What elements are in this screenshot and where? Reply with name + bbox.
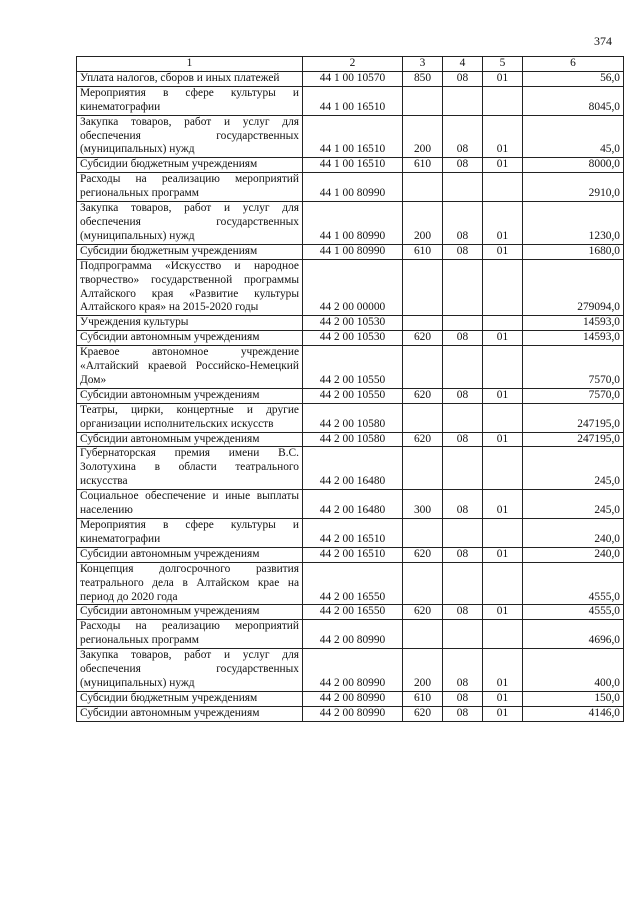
column-header: 5 — [483, 57, 523, 72]
row-c4-cell: 08 — [443, 202, 483, 245]
row-code-cell: 44 2 00 10550 — [303, 388, 403, 403]
row-c3-cell — [403, 86, 443, 115]
row-name-cell: Расходы на реализацию мероприятий региональных программ — [77, 173, 303, 202]
row-name-cell: Субсидии бюджетным учреждениям — [77, 691, 303, 706]
row-c3-cell — [403, 316, 443, 331]
row-c5-cell: 01 — [483, 115, 523, 158]
row-code-cell: 44 2 00 80990 — [303, 620, 403, 649]
row-c3-cell — [403, 403, 443, 432]
row-c5-cell: 01 — [483, 71, 523, 86]
table-row — [77, 86, 624, 115]
row-name-cell: Мероприятия в сфере культуры и кинематографии — [77, 519, 303, 548]
row-c4-cell — [443, 562, 483, 605]
row-c3-cell: 620 — [403, 605, 443, 620]
row-c3-cell — [403, 620, 443, 649]
row-name-cell: Субсидии автономным учреждениям — [77, 388, 303, 403]
row-c4-cell: 08 — [443, 605, 483, 620]
row-c5-cell — [483, 562, 523, 605]
table-row — [77, 403, 624, 432]
row-amount-cell: 240,0 — [523, 547, 624, 562]
row-code-cell: 44 2 00 80990 — [303, 706, 403, 721]
row-name-cell: Субсидии автономным учреждениям — [77, 432, 303, 447]
table-row — [77, 605, 624, 620]
row-c5-cell: 01 — [483, 432, 523, 447]
row-c4-cell — [443, 86, 483, 115]
row-c5-cell — [483, 86, 523, 115]
row-c4-cell — [443, 316, 483, 331]
row-name-cell: Мероприятия в сфере культуры и кинематографии — [77, 86, 303, 115]
row-name-cell: Расходы на реализацию мероприятий региональных программ — [77, 620, 303, 649]
row-name-cell: Субсидии бюджетным учреждениям — [77, 158, 303, 173]
row-name-cell: Учреждения культуры — [77, 316, 303, 331]
row-code-cell: 44 1 00 16510 — [303, 86, 403, 115]
row-c5-cell — [483, 403, 523, 432]
row-c4-cell — [443, 403, 483, 432]
row-code-cell: 44 2 00 16480 — [303, 447, 403, 490]
table-row — [77, 519, 624, 548]
table-row — [77, 259, 624, 316]
row-amount-cell: 14593,0 — [523, 331, 624, 346]
row-amount-cell: 247195,0 — [523, 432, 624, 447]
row-code-cell: 44 2 00 10550 — [303, 346, 403, 389]
table-row — [77, 490, 624, 519]
row-code-cell: 44 2 00 00000 — [303, 259, 403, 316]
row-name-cell: Закупка товаров, работ и услуг для обеспечения государственных (муниципальных) нужд — [77, 649, 303, 692]
row-c3-cell — [403, 259, 443, 316]
row-c5-cell: 01 — [483, 202, 523, 245]
row-name-cell: Закупка товаров, работ и услуг для обеспечения государственных (муниципальных) нужд — [77, 202, 303, 245]
row-c4-cell: 08 — [443, 547, 483, 562]
row-name-cell: Субсидии автономным учреждениям — [77, 605, 303, 620]
row-name-cell: Концепция долгосрочного развития театрального дела в Алтайском крае на период до 2020 года — [77, 562, 303, 605]
row-amount-cell: 279094,0 — [523, 259, 624, 316]
row-c5-cell: 01 — [483, 605, 523, 620]
row-amount-cell: 240,0 — [523, 519, 624, 548]
row-c3-cell: 200 — [403, 202, 443, 245]
row-c4-cell: 08 — [443, 115, 483, 158]
row-name-cell: Субсидии автономным учреждениям — [77, 331, 303, 346]
table-row — [77, 562, 624, 605]
column-header: 2 — [303, 57, 403, 72]
row-c3-cell — [403, 562, 443, 605]
row-code-cell: 44 2 00 10580 — [303, 403, 403, 432]
row-c5-cell — [483, 447, 523, 490]
table-row — [77, 691, 624, 706]
row-amount-cell: 8045,0 — [523, 86, 624, 115]
row-c5-cell — [483, 620, 523, 649]
row-amount-cell: 1230,0 — [523, 202, 624, 245]
row-c4-cell: 08 — [443, 432, 483, 447]
row-amount-cell: 1680,0 — [523, 244, 624, 259]
row-amount-cell: 4555,0 — [523, 605, 624, 620]
row-c3-cell — [403, 346, 443, 389]
row-amount-cell: 8000,0 — [523, 158, 624, 173]
row-amount-cell: 4696,0 — [523, 620, 624, 649]
row-name-cell: Субсидии автономным учреждениям — [77, 706, 303, 721]
row-c3-cell: 850 — [403, 71, 443, 86]
column-header: 3 — [403, 57, 443, 72]
row-c4-cell — [443, 620, 483, 649]
row-amount-cell: 4146,0 — [523, 706, 624, 721]
row-amount-cell: 2910,0 — [523, 173, 624, 202]
row-amount-cell: 245,0 — [523, 447, 624, 490]
row-c3-cell: 620 — [403, 388, 443, 403]
row-code-cell: 44 1 00 80990 — [303, 202, 403, 245]
row-c5-cell — [483, 173, 523, 202]
row-c3-cell: 610 — [403, 158, 443, 173]
row-name-cell: Субсидии бюджетным учреждениям — [77, 244, 303, 259]
table-row — [77, 115, 624, 158]
row-name-cell: Уплата налогов, сборов и иных платежей — [77, 71, 303, 86]
row-c4-cell: 08 — [443, 706, 483, 721]
row-amount-cell: 4555,0 — [523, 562, 624, 605]
row-c5-cell — [483, 259, 523, 316]
table-header-row — [77, 57, 624, 72]
row-amount-cell: 245,0 — [523, 490, 624, 519]
row-c3-cell: 610 — [403, 244, 443, 259]
row-c4-cell: 08 — [443, 71, 483, 86]
row-c4-cell — [443, 447, 483, 490]
row-amount-cell: 400,0 — [523, 649, 624, 692]
row-c4-cell — [443, 519, 483, 548]
row-name-cell: Закупка товаров, работ и услуг для обеспечения государственных (муниципальных) нужд — [77, 115, 303, 158]
table-row — [77, 71, 624, 86]
row-c5-cell: 01 — [483, 388, 523, 403]
table-row — [77, 331, 624, 346]
row-amount-cell: 7570,0 — [523, 346, 624, 389]
row-name-cell: Подпрограмма «Искусство и народное творчество» государственной программы Алтайского края «Развитие культуры Алтайского края» на 2015-2020 годы — [77, 259, 303, 316]
table-row — [77, 447, 624, 490]
column-header: 4 — [443, 57, 483, 72]
row-c3-cell: 620 — [403, 547, 443, 562]
row-c3-cell — [403, 519, 443, 548]
row-c5-cell: 01 — [483, 244, 523, 259]
row-c4-cell: 08 — [443, 691, 483, 706]
row-code-cell: 44 2 00 80990 — [303, 649, 403, 692]
row-c3-cell: 300 — [403, 490, 443, 519]
row-c5-cell: 01 — [483, 331, 523, 346]
table-row — [77, 649, 624, 692]
row-c5-cell — [483, 316, 523, 331]
table-row — [77, 202, 624, 245]
row-amount-cell: 14593,0 — [523, 316, 624, 331]
row-code-cell: 44 2 00 10530 — [303, 331, 403, 346]
row-c5-cell: 01 — [483, 691, 523, 706]
row-c4-cell — [443, 259, 483, 316]
row-amount-cell: 150,0 — [523, 691, 624, 706]
row-code-cell: 44 1 00 80990 — [303, 244, 403, 259]
row-code-cell: 44 2 00 16550 — [303, 605, 403, 620]
row-code-cell: 44 2 00 10580 — [303, 432, 403, 447]
table-row — [77, 158, 624, 173]
row-code-cell: 44 2 00 16480 — [303, 490, 403, 519]
row-amount-cell: 45,0 — [523, 115, 624, 158]
row-name-cell: Краевое автономное учреждение «Алтайский краевой Российско-Немецкий Дом» — [77, 346, 303, 389]
row-code-cell: 44 2 00 16510 — [303, 547, 403, 562]
row-name-cell: Субсидии автономным учреждениям — [77, 547, 303, 562]
table-row — [77, 244, 624, 259]
row-c3-cell — [403, 173, 443, 202]
row-c3-cell: 620 — [403, 432, 443, 447]
table-row — [77, 432, 624, 447]
row-amount-cell: 7570,0 — [523, 388, 624, 403]
row-code-cell: 44 2 00 80990 — [303, 691, 403, 706]
row-code-cell: 44 2 00 16510 — [303, 519, 403, 548]
page-number: 374 — [594, 34, 612, 48]
row-c4-cell: 08 — [443, 490, 483, 519]
row-c5-cell: 01 — [483, 649, 523, 692]
row-c3-cell — [403, 447, 443, 490]
row-c4-cell: 08 — [443, 388, 483, 403]
row-c4-cell — [443, 173, 483, 202]
column-header: 6 — [523, 57, 624, 72]
row-c5-cell: 01 — [483, 706, 523, 721]
row-c3-cell: 200 — [403, 115, 443, 158]
table-row — [77, 620, 624, 649]
column-header: 1 — [77, 57, 303, 72]
row-c3-cell: 200 — [403, 649, 443, 692]
row-code-cell: 44 1 00 16510 — [303, 115, 403, 158]
row-name-cell: Социальное обеспечение и иные выплаты населению — [77, 490, 303, 519]
budget-table — [76, 56, 624, 722]
row-code-cell: 44 2 00 10530 — [303, 316, 403, 331]
row-c4-cell: 08 — [443, 244, 483, 259]
table-row — [77, 388, 624, 403]
row-c5-cell: 01 — [483, 490, 523, 519]
row-c4-cell: 08 — [443, 331, 483, 346]
row-c3-cell: 610 — [403, 691, 443, 706]
row-c4-cell — [443, 346, 483, 389]
row-code-cell: 44 1 00 10570 — [303, 71, 403, 86]
row-code-cell: 44 1 00 16510 — [303, 158, 403, 173]
row-name-cell: Губернаторская премия имени В.С. Золотухина в области театрального искусства — [77, 447, 303, 490]
row-c5-cell: 01 — [483, 547, 523, 562]
row-c5-cell: 01 — [483, 158, 523, 173]
row-amount-cell: 247195,0 — [523, 403, 624, 432]
table-row — [77, 173, 624, 202]
table-row — [77, 547, 624, 562]
row-amount-cell: 56,0 — [523, 71, 624, 86]
table-row — [77, 316, 624, 331]
row-c4-cell: 08 — [443, 649, 483, 692]
table-row — [77, 346, 624, 389]
row-c5-cell — [483, 346, 523, 389]
row-code-cell: 44 2 00 16550 — [303, 562, 403, 605]
row-c3-cell: 620 — [403, 706, 443, 721]
row-name-cell: Театры, цирки, концертные и другие организации исполнительских искусств — [77, 403, 303, 432]
row-c3-cell: 620 — [403, 331, 443, 346]
table-row — [77, 706, 624, 721]
row-code-cell: 44 1 00 80990 — [303, 173, 403, 202]
row-c5-cell — [483, 519, 523, 548]
row-c4-cell: 08 — [443, 158, 483, 173]
